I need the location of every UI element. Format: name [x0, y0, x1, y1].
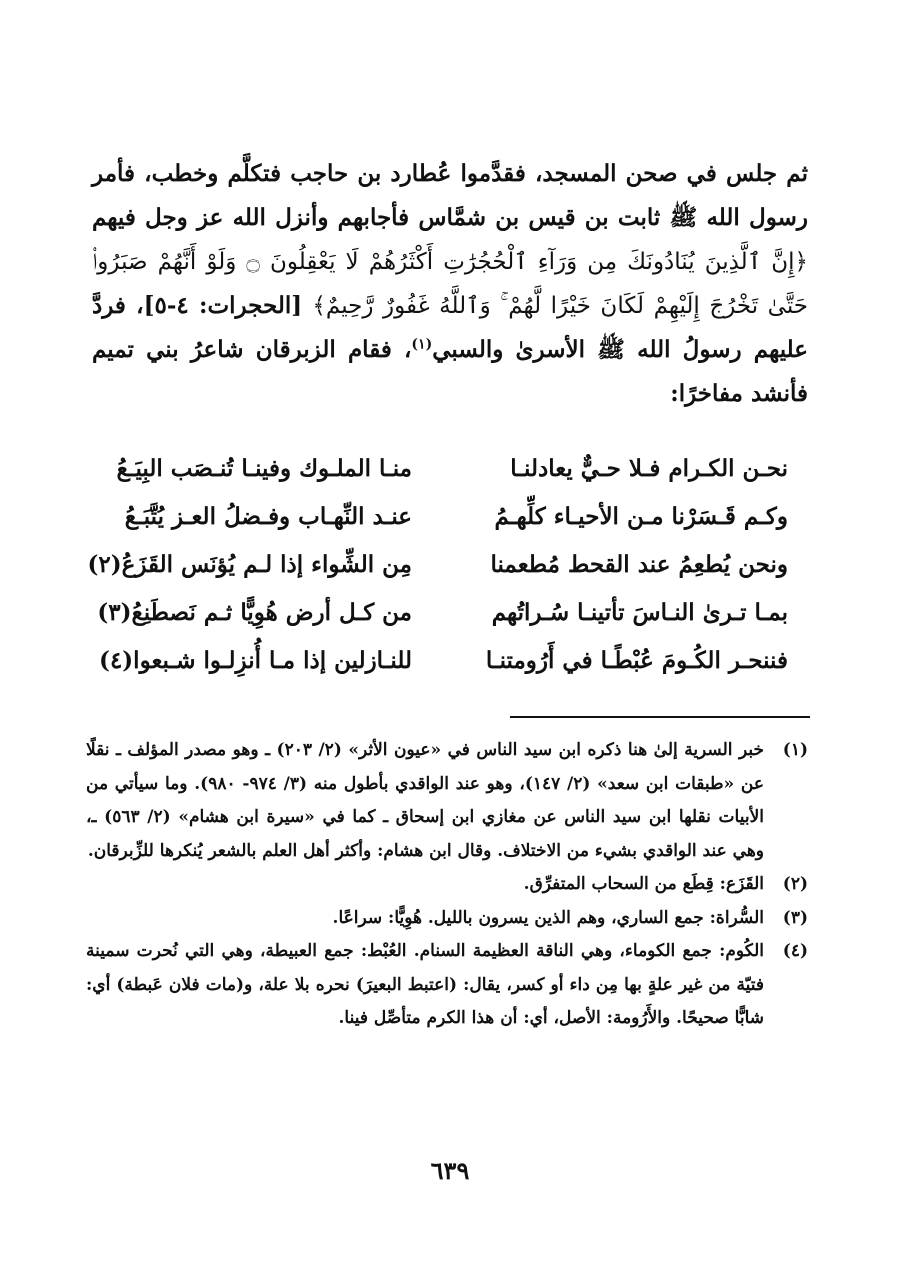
- main-text: [92, 152, 808, 416]
- poem-verse: [87, 541, 788, 589]
- poem: [87, 445, 788, 685]
- poem-verse: [112, 493, 788, 541]
- footnote-text: القَزَع: قِطَع من السحاب المتفرِّق.: [523, 874, 764, 894]
- footnote: [86, 734, 808, 868]
- verse-second-hemistich: مِن الشِّواء إذا لـم يُؤنَس القَزَعُ(٢): [87, 551, 412, 578]
- verse-second-hemistich: عنـد النِّهـاب وفـضلُ العـز يُتَّبَـعُ: [124, 503, 412, 530]
- verse-second-hemistich: من كـل أرض هُوِيًّا ثـم نَصطَنِعُ(٣): [97, 599, 412, 626]
- footnote: [86, 935, 808, 1036]
- paragraph-continuation: ، فقام الزبرقان شاعرُ بني تميم فأنشد مفاخرًا:: [92, 336, 808, 407]
- verse-first-hemistich: فننحـر الكُـومَ عُبْطًـا في أَرُومتنـا: [485, 647, 788, 674]
- page-number: ٦٣٩: [430, 1156, 470, 1185]
- quran-verse-quote: ﴿إِنَّ ٱلَّذِينَ يُنَادُونَكَ مِن وَرَآءِ ٱلْحُجُرَٰتِ أَكْثَرُهُمْ لَا يَعْقِلُونَ ۝ وَلَوْ أَنَّهُمْ صَبَرُوا۟ حَتَّىٰ تَخْرُجَ إِلَيْهِمْ لَكَانَ خَيْرًا لَّهُمْ ۚ وَٱللَّهُ غَفُورٌ رَّحِيمٌ﴾: [92, 249, 808, 319]
- footnote-text: السُّراة: جمع الساري، وهم الذين يسرون بالليل. هُوِيًّا: سراعًا.: [332, 907, 764, 928]
- verse-reference: [الحجرات: ٤-٥]، فردَّ عليهم رسولُ الله ﷺ الأسرىٰ والسبي: [92, 292, 808, 363]
- footnotes: [86, 734, 808, 1036]
- paragraph-intro: ثم جلس في صحن المسجد، فقدَّموا عُطارد بن حاجب فتكلَّم وخطب، فأمر رسول الله ﷺ ثابت بن قيس بن شمَّاس فأجابهم وأنزل الله عز وجل فيهم: [92, 160, 808, 231]
- footnote-number: (١): [782, 740, 808, 760]
- footnote-text: الكُوم: جمع الكوماء، وهي الناقة العظيمة السنام. العُبْط: جمع العبيطة، وهي التي نُحرت سمينة فتيّة من غير علةٍ بها مِن داء أو كسر، يقال: (اعتبط البعيرَ) نحره بلا علة، و(مات فلان عَبطة) أي: شابًّا صحيحًا. والأَرُومة: الأصل، أي: أن هذا الكرم متأصِّل فينا.: [86, 941, 764, 1028]
- poem-verse: [97, 589, 788, 637]
- poem-verse: [99, 637, 788, 685]
- main-paragraph: [92, 152, 808, 416]
- footnote-number: (٤): [782, 941, 808, 961]
- footnote: [86, 868, 808, 902]
- footnote-number: (٢): [782, 874, 808, 894]
- verse-first-hemistich: بمـا تـرىٰ النـاسَ تأتينـا سُـراتُهم: [491, 599, 788, 626]
- verse-first-hemistich: نحـن الكـرام فـلا حـيٌّ يعادلنـا: [510, 455, 788, 482]
- footnote-number: (٣): [782, 907, 808, 928]
- footnote-separator: [510, 716, 810, 718]
- poem-verse: [112, 445, 788, 493]
- verse-second-hemistich: منـا الملـوك وفينـا تُنـصَب البِيَـعُ: [116, 455, 412, 482]
- footnote-marker-1: (١): [411, 336, 433, 353]
- footnote: [86, 902, 808, 936]
- verse-first-hemistich: ونحن يُطعِمُ عند القحط مُطعمنا: [490, 551, 788, 578]
- verse-second-hemistich: للنـازلين إذا مـا أُنزِلـوا شـبعوا(٤): [99, 647, 412, 674]
- footnote-text: خبر السرية إلىٰ هنا ذكره ابن سيد الناس في «عيون الأثر» (٢/ ٢٠٣) ـ وهو مصدر المؤلف ـ نقلًا عن «طبقات ابن سعد» (٢/ ١٤٧)، وهو عند الواقدي بأطول منه (٣/ ٩٧٤- ٩٨٠). وما سيأتي من الأبيات نقلها ابن سيد الناس عن مغازي ابن إسحاق ـ كما في «سيرة ابن هشام» (٢/ ٥٦٣) ـ، وهي عند الواقدي بشيء من الاختلاف. وقال ابن هشام: وأكثر أهل العلم بالشعر يُنكرها للزِّبرقان.: [86, 740, 764, 861]
- verse-first-hemistich: وكـم قَـسَرْنا مـن الأحيـاء كلِّهـمُ: [494, 503, 788, 530]
